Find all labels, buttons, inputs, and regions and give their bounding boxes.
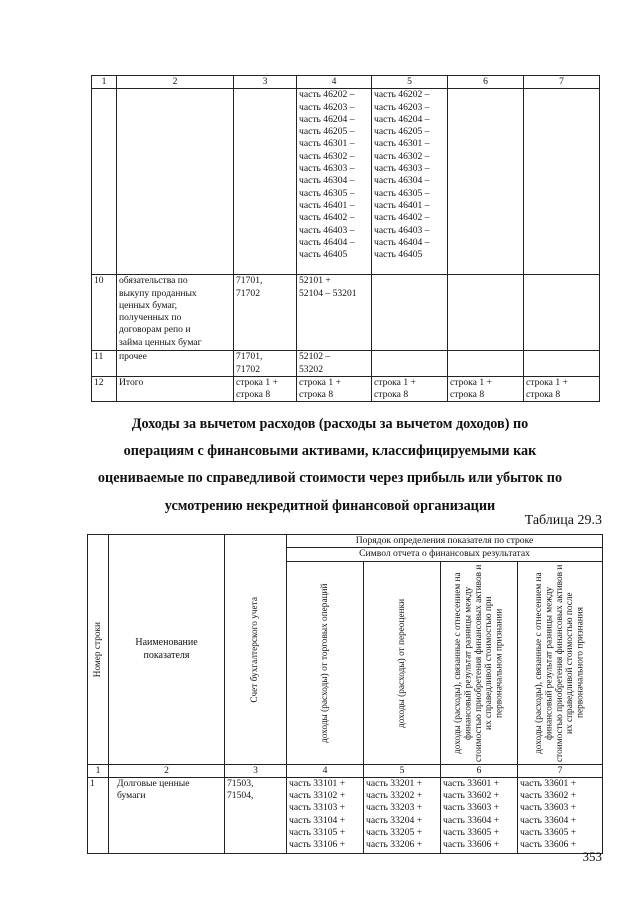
cell-line: часть 46405 xyxy=(299,249,348,261)
row-name xyxy=(117,376,234,402)
header-col5-text: доходы (расходы) от переоценки xyxy=(396,598,407,728)
cell-line: часть 33101 + xyxy=(289,777,346,789)
header-symbol: Символ отчета о финансовых результатах xyxy=(287,548,603,561)
header-col6 xyxy=(441,561,518,764)
table-row xyxy=(92,89,600,275)
cell-line: часть 46204 – xyxy=(374,113,430,125)
cell-line: 71701, xyxy=(236,351,263,363)
cell-line: часть 46402 – xyxy=(299,212,355,224)
row-account xyxy=(234,275,297,351)
cell-line: строка 8 xyxy=(450,389,485,401)
cell-line: часть 33604 + xyxy=(520,814,577,826)
cell-line: часть 33605 + xyxy=(520,827,577,839)
cell-line: часть 33202 + xyxy=(366,790,423,802)
cell-line: часть 46404 – xyxy=(299,236,355,248)
col-number: 1 xyxy=(88,764,109,777)
cell-col4 xyxy=(297,275,372,351)
cell-line: займа ценных бумаг xyxy=(119,336,202,348)
header-col7 xyxy=(518,561,603,764)
cell-col5 xyxy=(364,777,441,853)
cell-line: 52104 – 53201 xyxy=(299,287,357,299)
cell-line: 52102 – xyxy=(299,351,331,363)
cell-col4 xyxy=(297,351,372,377)
row-number: 12 xyxy=(92,376,117,402)
header-col7-text: доходы (расходы), связанные с отнесением на финансовый результат разницы между стоимостью приобретения финансовых активов и их справедливой стоимостью после первоначального признания xyxy=(534,563,586,762)
cell-col4 xyxy=(297,89,372,275)
col-number: 3 xyxy=(225,764,287,777)
cell-line: 52101 + xyxy=(299,275,331,287)
header-col4-text: доходы (расходы) от торговых операций xyxy=(319,582,330,743)
cell-line: часть 33206 + xyxy=(366,839,423,851)
cell-line: строка 1 + xyxy=(236,376,278,388)
cell-line: 53202 xyxy=(299,363,323,375)
cell-line: строка 1 + xyxy=(526,376,568,388)
col-number: 3 xyxy=(234,76,297,89)
cell-line: Итого xyxy=(119,376,144,388)
col-number: 2 xyxy=(109,764,225,777)
section-heading xyxy=(80,411,580,520)
row-name xyxy=(117,275,234,351)
cell-line: часть 46401 – xyxy=(299,199,355,211)
cell-line: прочее xyxy=(119,351,147,363)
cell-line: полученных по xyxy=(119,312,182,324)
cell-line: часть 46302 – xyxy=(374,150,430,162)
cell-line: 71504, xyxy=(227,790,254,802)
cell-line: выкупу проданных xyxy=(119,287,197,299)
row-number: 1 xyxy=(88,777,109,853)
cell-line: часть 46301 – xyxy=(299,138,355,150)
cell-line: 71702 xyxy=(236,287,260,299)
col-number: 7 xyxy=(524,76,600,89)
cell-line: строка 8 xyxy=(374,389,409,401)
cell-line: часть 33205 + xyxy=(366,827,423,839)
cell-line: строка 8 xyxy=(236,389,271,401)
column-number-row xyxy=(92,76,600,89)
cell-col5 xyxy=(372,89,448,275)
page-number: 353 xyxy=(582,849,602,864)
table-row xyxy=(92,351,600,377)
col-number: 4 xyxy=(287,764,364,777)
cell-line: часть 33103 + xyxy=(289,802,346,814)
cell-line: часть 46301 – xyxy=(374,138,430,150)
cell-line: часть 33203 + xyxy=(366,802,423,814)
header-col6-text: доходы (расходы), связанные с отнесением на финансовый результат разницы между стоимостью приобретения финансовых активов и их справедливой стоимостью при первоначальном признании xyxy=(452,563,505,762)
cell-line: строка 1 + xyxy=(450,376,492,388)
cell-line: часть 33602 + xyxy=(443,790,500,802)
cell-line: часть 46304 – xyxy=(374,175,430,187)
cell-line: 71503, xyxy=(227,777,254,789)
cell-line: часть 46302 – xyxy=(299,150,355,162)
cell-line: часть 46405 xyxy=(374,249,423,261)
cell-line: часть 33102 + xyxy=(289,790,346,802)
header-account xyxy=(225,535,287,765)
row-number: 11 xyxy=(92,351,117,377)
col-number: 1 xyxy=(92,76,117,89)
cell-line: 71702 xyxy=(236,363,260,375)
cell-line: часть 33601 + xyxy=(443,777,500,789)
cell-line: часть 33105 + xyxy=(289,827,346,839)
row-account xyxy=(234,351,297,377)
cell-line: часть 33603 + xyxy=(520,802,577,814)
cell-line: часть 46403 – xyxy=(299,224,355,236)
cell-col6 xyxy=(448,376,524,402)
cell-line: часть 46205 – xyxy=(374,126,430,138)
row-account xyxy=(225,777,287,853)
cell-line: часть 46203 – xyxy=(299,101,355,113)
col-number: 4 xyxy=(297,76,372,89)
row-name xyxy=(117,351,234,377)
table-row xyxy=(92,275,600,351)
cell-line: бумаги xyxy=(117,790,146,802)
cell-line: часть 46303 – xyxy=(374,163,430,175)
cell-col6 xyxy=(441,777,518,853)
col-number: 7 xyxy=(518,764,603,777)
header-row-number xyxy=(88,535,109,765)
col-number: 2 xyxy=(117,76,234,89)
header-row xyxy=(88,535,603,548)
cell-line: Долговые ценные xyxy=(117,777,190,789)
cell-line: часть 46401 – xyxy=(374,199,430,211)
cell-line: часть 46305 – xyxy=(299,187,355,199)
cell-col7 xyxy=(518,777,603,853)
cell-line: часть 46403 – xyxy=(374,224,430,236)
col-number: 5 xyxy=(364,764,441,777)
cell-line: часть 46303 – xyxy=(299,163,355,175)
heading-line: Доходы за вычетом расходов (расходы за вычетом доходов) по xyxy=(131,416,529,432)
cell-line: строка 8 xyxy=(299,389,334,401)
cell-line: ценных бумаг, xyxy=(119,299,178,311)
continuation-table xyxy=(91,75,600,402)
header-order: Порядок определения показателя по строке xyxy=(287,535,603,548)
cell-line: часть 33201 + xyxy=(366,777,423,789)
cell-col4 xyxy=(297,376,372,402)
cell-line: часть 33603 + xyxy=(443,802,500,814)
cell-line: часть 33601 + xyxy=(520,777,577,789)
table-label: Таблица 29.3 xyxy=(524,513,602,528)
table-row xyxy=(88,777,603,853)
cell-line: часть 46204 – xyxy=(299,113,355,125)
cell-line: часть 46304 – xyxy=(299,175,355,187)
row-account xyxy=(234,376,297,402)
table-row xyxy=(92,376,600,402)
cell-line: 71701, xyxy=(236,275,263,287)
heading-line: оцениваемые по справедливой стоимости через прибыль или убыток по xyxy=(97,470,563,487)
cell-line: часть 33606 + xyxy=(443,839,500,851)
cell-line: строка 1 + xyxy=(374,376,416,388)
col-number: 5 xyxy=(372,76,448,89)
cell-col5 xyxy=(372,376,448,402)
cell-line: часть 46202 – xyxy=(374,89,430,101)
row-number: 10 xyxy=(92,275,117,351)
cell-line: часть 33602 + xyxy=(520,790,577,802)
header-name: Наименование показателя xyxy=(109,535,225,765)
header-account-text: Счет бухгалтерского учета xyxy=(250,596,261,703)
table-29-3 xyxy=(87,534,603,854)
cell-col4 xyxy=(287,777,364,853)
cell-line: часть 46202 – xyxy=(299,89,355,101)
cell-line: часть 46305 – xyxy=(374,187,430,199)
cell-line: часть 33104 + xyxy=(289,814,346,826)
header-row-number-text: Номер строки xyxy=(92,621,103,677)
cell-line: часть 33204 + xyxy=(366,814,423,826)
cell-line: часть 46404 – xyxy=(374,236,430,248)
cell-line: часть 46402 – xyxy=(374,212,430,224)
column-number-row xyxy=(88,764,603,777)
row-name xyxy=(109,777,225,853)
header-col5 xyxy=(364,561,441,764)
cell-line: обязательства по xyxy=(119,275,188,287)
cell-line: часть 33606 + xyxy=(520,839,577,851)
cell-line: строка 8 xyxy=(526,389,561,401)
cell-line: часть 33604 + xyxy=(443,814,500,826)
cell-line: часть 46203 – xyxy=(374,101,430,113)
cell-line: часть 46205 – xyxy=(299,126,355,138)
col-number: 6 xyxy=(441,764,518,777)
col-number: 6 xyxy=(448,76,524,89)
cell-line: договорам репо и xyxy=(119,324,191,336)
heading-line: усмотрению некредитной финансовой организации xyxy=(164,497,496,514)
cell-col7 xyxy=(524,376,600,402)
cell-line: часть 33605 + xyxy=(443,827,500,839)
cell-line: часть 33106 + xyxy=(289,839,346,851)
header-col4 xyxy=(287,561,364,764)
heading-line: операциям с финансовыми активами, классифицируемыми как xyxy=(123,443,537,460)
cell-line: строка 1 + xyxy=(299,376,341,388)
